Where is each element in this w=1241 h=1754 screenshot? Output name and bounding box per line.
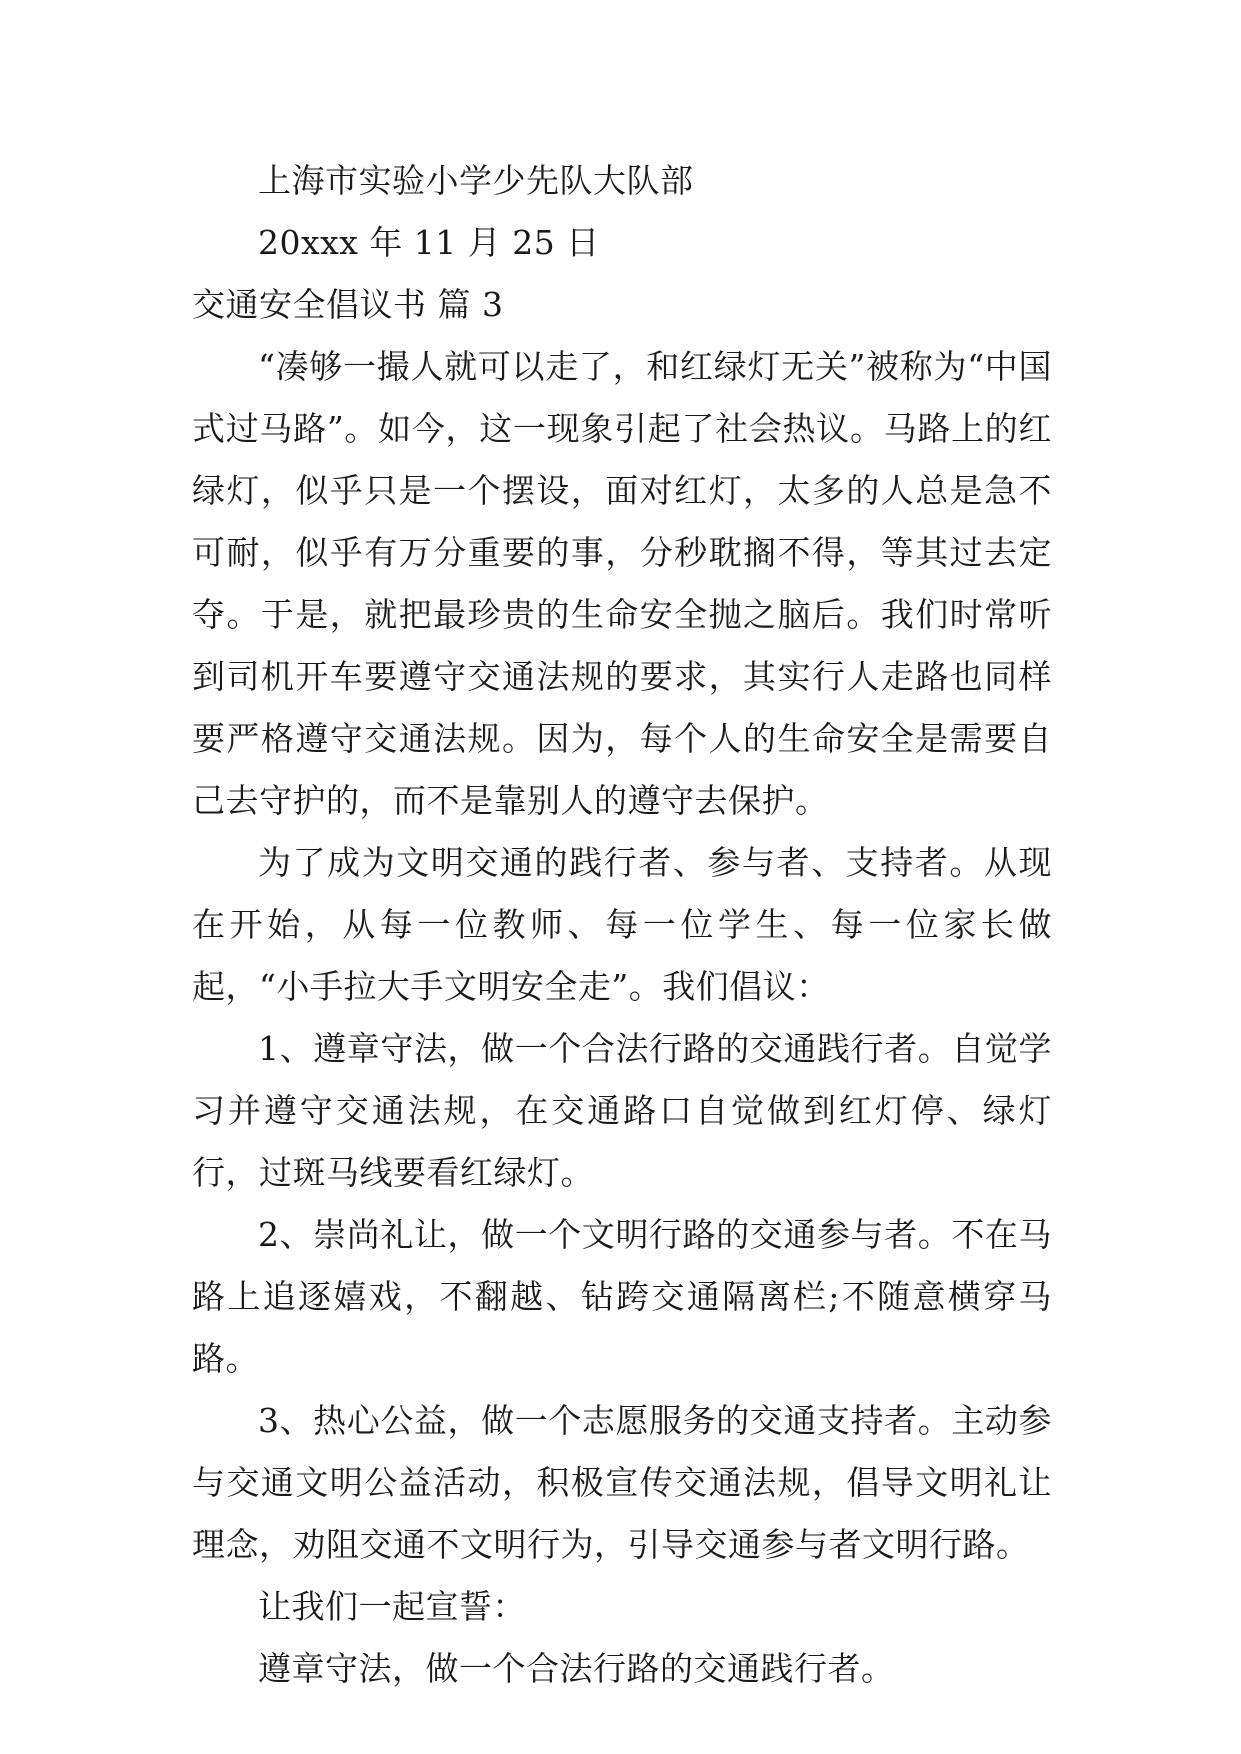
paragraph-intro: “凑够一撮人就可以走了，和红绿灯无关”被称为“中国式过马路”。如今，这一现象引起了社会热议。马路上的红绿灯，似乎只是一个摆设，面对红灯，太多的人总是急不可耐，似乎有万分重要的事，分秒耽搁不得，等其过去定夺。于是，就把最珍贵的生命安全抛之脑后。我们时常听到司机开车要遵守交通法规的要求，其实行人走路也同样要严格遵守交通法规。因为，每个人的生命安全是需要自己去守护的，而不是靠别人的遵守去保护。	[192, 347, 1052, 820]
paragraph-item-3: 3、热心公益，做一个志愿服务的交通支持者。主动参与交通文明公益活动，积极宣传交通法规，倡导文明礼让理念，劝阻交通不文明行为，引导交通参与者文明行路。	[192, 1401, 1052, 1564]
document-body	[192, 150, 1052, 1700]
paragraph-oath-intro: 让我们一起宣誓：	[258, 1587, 526, 1626]
paragraph-item-2: 2、崇尚礼让，做一个文明行路的交通参与者。不在马路上追逐嬉戏，不翻越、钻跨交通隔离栏;不随意横穿马路。	[192, 1215, 1052, 1378]
section-title: 交通安全倡议书 篇 3	[192, 285, 504, 324]
paragraph-proposal: 为了成为文明交通的践行者、参与者、支持者。从现在开始，从每一位教师、每一位学生、每一位家长做起，“小手拉大手文明安全走”。我们倡议：	[192, 843, 1052, 1006]
signature-organization: 上海市实验小学少先队大队部	[258, 161, 694, 200]
paragraph-oath-line: 遵章守法，做一个合法行路的交通践行者。	[258, 1649, 895, 1688]
paragraph-item-1: 1、遵章守法，做一个合法行路的交通践行者。自觉学习并遵守交通法规，在交通路口自觉做到红灯停、绿灯行，过斑马线要看红绿灯。	[192, 1029, 1052, 1192]
signature-date: 20xxx 年 11 月 25 日	[258, 223, 600, 262]
